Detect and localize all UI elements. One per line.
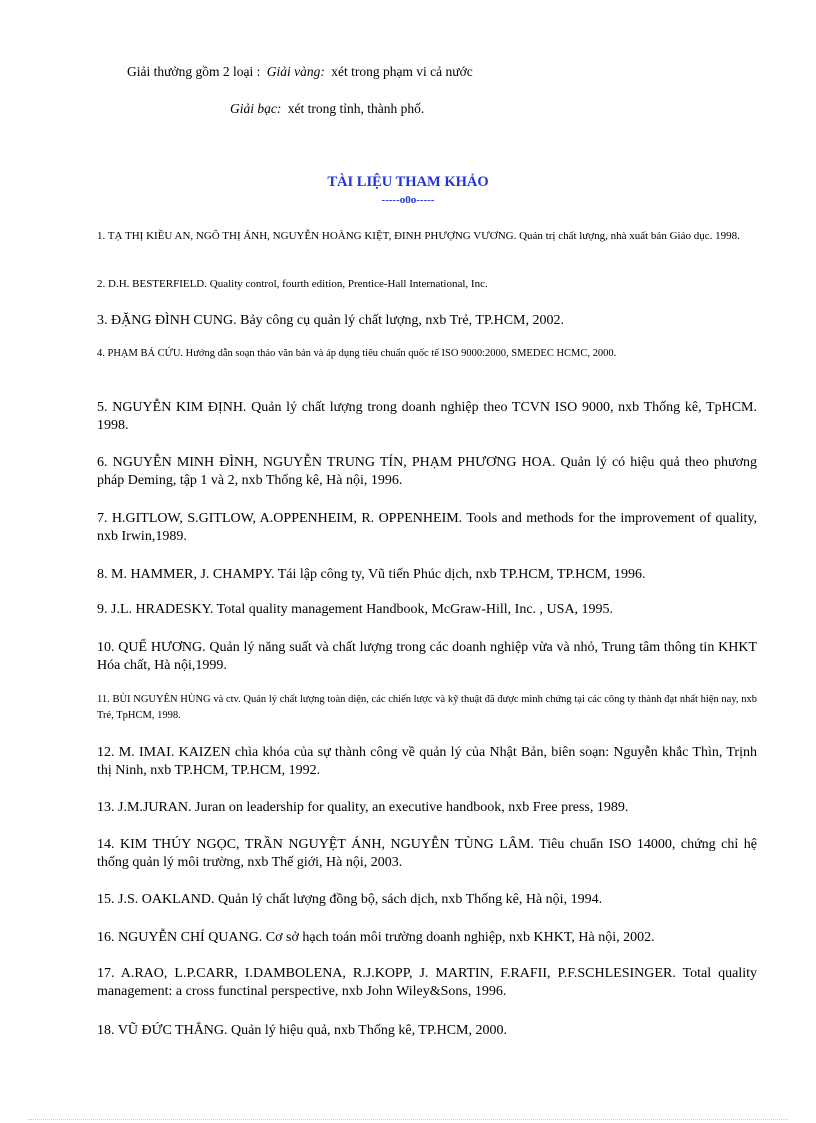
reference-item-11: 11. BÙI NGUYÊN HÙNG và ctv. Quản lý chất lượng toàn diện, các chiến lược và kỹ thuật đã được minh chứng tại các công ty thành đạt nhất hiện nay, nxb Trẻ, TpHCM, 1998. (97, 694, 757, 721)
references-subtitle: -----o0o----- (381, 194, 435, 206)
reference-item-16: 16. NGUYỄN CHÍ QUANG. Cơ sở hạch toán môi trường doanh nghiệp, nxb KHKT, Hà nội, 2002. (97, 930, 655, 945)
award-silver-line (230, 101, 427, 117)
reference-item-4: 4. PHẠM BÁ CỨU. Hướng dẫn soạn thảo văn bản và áp dụng tiêu chuẩn quốc tế ISO 9000:2000, SMEDEC HCMC, 2000. (97, 348, 617, 359)
award-gold-label: Giải vàng: (266, 64, 325, 79)
reference-item-9: 9. J.L. HRADESKY. Total quality management Handbook, McGraw-Hill, Inc. , USA, 1995. (97, 602, 614, 617)
reference-item-6: 6. NGUYỄN MINH ĐÌNH, NGUYỄN TRUNG TÍN, PHẠM PHƯƠNG HOA. Quản lý có hiệu quả theo phương pháp Deming, tập 1 và 2, nxb Thống kê, Hà nội, 1996. (97, 455, 757, 488)
reference-item-8: 8. M. HAMMER, J. CHAMPY. Tái lập công ty, Vũ tiến Phúc dịch, nxb TP.HCM, TP.HCM, 1996. (97, 567, 646, 582)
page-bottom-divider (28, 1119, 788, 1120)
reference-item-15: 15. J.S. OAKLAND. Quản lý chất lượng đồng bộ, sách dịch, nxb Thống kê, Hà nội, 1994. (97, 892, 603, 907)
reference-item-2: 2. D.H. BESTERFIELD. Quality control, fourth edition, Prentice-Hall International, Inc. (97, 278, 488, 290)
reference-item-14: 14. KIM THÚY NGỌC, TRẦN NGUYỆT ÁNH, NGUYỄN TÙNG LÂM. Tiêu chuẩn ISO 14000, chứng chỉ hệ thống quản lý môi trường, nxb Thế giới, Hà nội, 2003. (97, 837, 757, 870)
award-intro: Giải thưởng gồm 2 loại : (127, 64, 261, 79)
references-title: TÀI LIỆU THAM KHẢO (327, 174, 489, 190)
reference-item-12: 12. M. IMAI. KAIZEN chìa khóa của sự thành công về quản lý của Nhật Bản, biên soạn: Nguyễn khắc Thìn, Trịnh thị Ninh, nxb TP.HCM, TP.HCM, 1992. (97, 745, 757, 778)
award-gold-line (127, 64, 476, 80)
award-silver-label: Giải bạc: (230, 101, 282, 116)
reference-item-7: 7. H.GITLOW, S.GITLOW, A.OPPENHEIM, R. OPPENHEIM. Tools and methods for the improvement of quality, nxb Irwin,1989. (97, 511, 757, 544)
reference-item-1: 1. TẠ THỊ KIỀU AN, NGÔ THỊ ÁNH, NGUYỄN HOÀNG KIỆT, ĐINH PHƯỢNG VƯƠNG. Quản trị chất lượng, nhà xuất bản Giáo dục. 1998. (97, 230, 740, 242)
reference-item-17: 17. A.RAO, L.P.CARR, I.DAMBOLENA, R.J.KOPP, J. MARTIN, F.RAFII, P.F.SCHLESINGER. Total quality management: a cross functinal perspective, nxb John Wiley&Sons, 1996. (97, 966, 757, 999)
reference-item-10: 10. QUẾ HƯƠNG. Quản lý năng suất và chất lượng trong các doanh nghiệp vừa và nhỏ, Trung tâm thông tin KHKT Hóa chất, Hà nội,1999. (97, 640, 757, 673)
award-silver-desc: xét trong tỉnh, thành phố. (287, 101, 425, 116)
reference-item-18: 18. VŨ ĐỨC THẮNG. Quản lý hiệu quả, nxb Thống kê, TP.HCM, 2000. (97, 1023, 507, 1038)
reference-item-13: 13. J.M.JURAN. Juran on leadership for quality, an executive handbook, nxb Free press, 1989. (97, 800, 629, 815)
reference-item-5: 5. NGUYỄN KIM ĐỊNH. Quản lý chất lượng trong doanh nghiệp theo TCVN ISO 9000, nxb Thống kê, TpHCM. 1998. (97, 400, 757, 433)
award-gold-desc: xét trong phạm vi cả nước (331, 64, 473, 79)
reference-item-3: 3. ĐẶNG ĐÌNH CUNG. Bảy công cụ quản lý chất lượng, nxb Trẻ, TP.HCM, 2002. (97, 313, 564, 328)
